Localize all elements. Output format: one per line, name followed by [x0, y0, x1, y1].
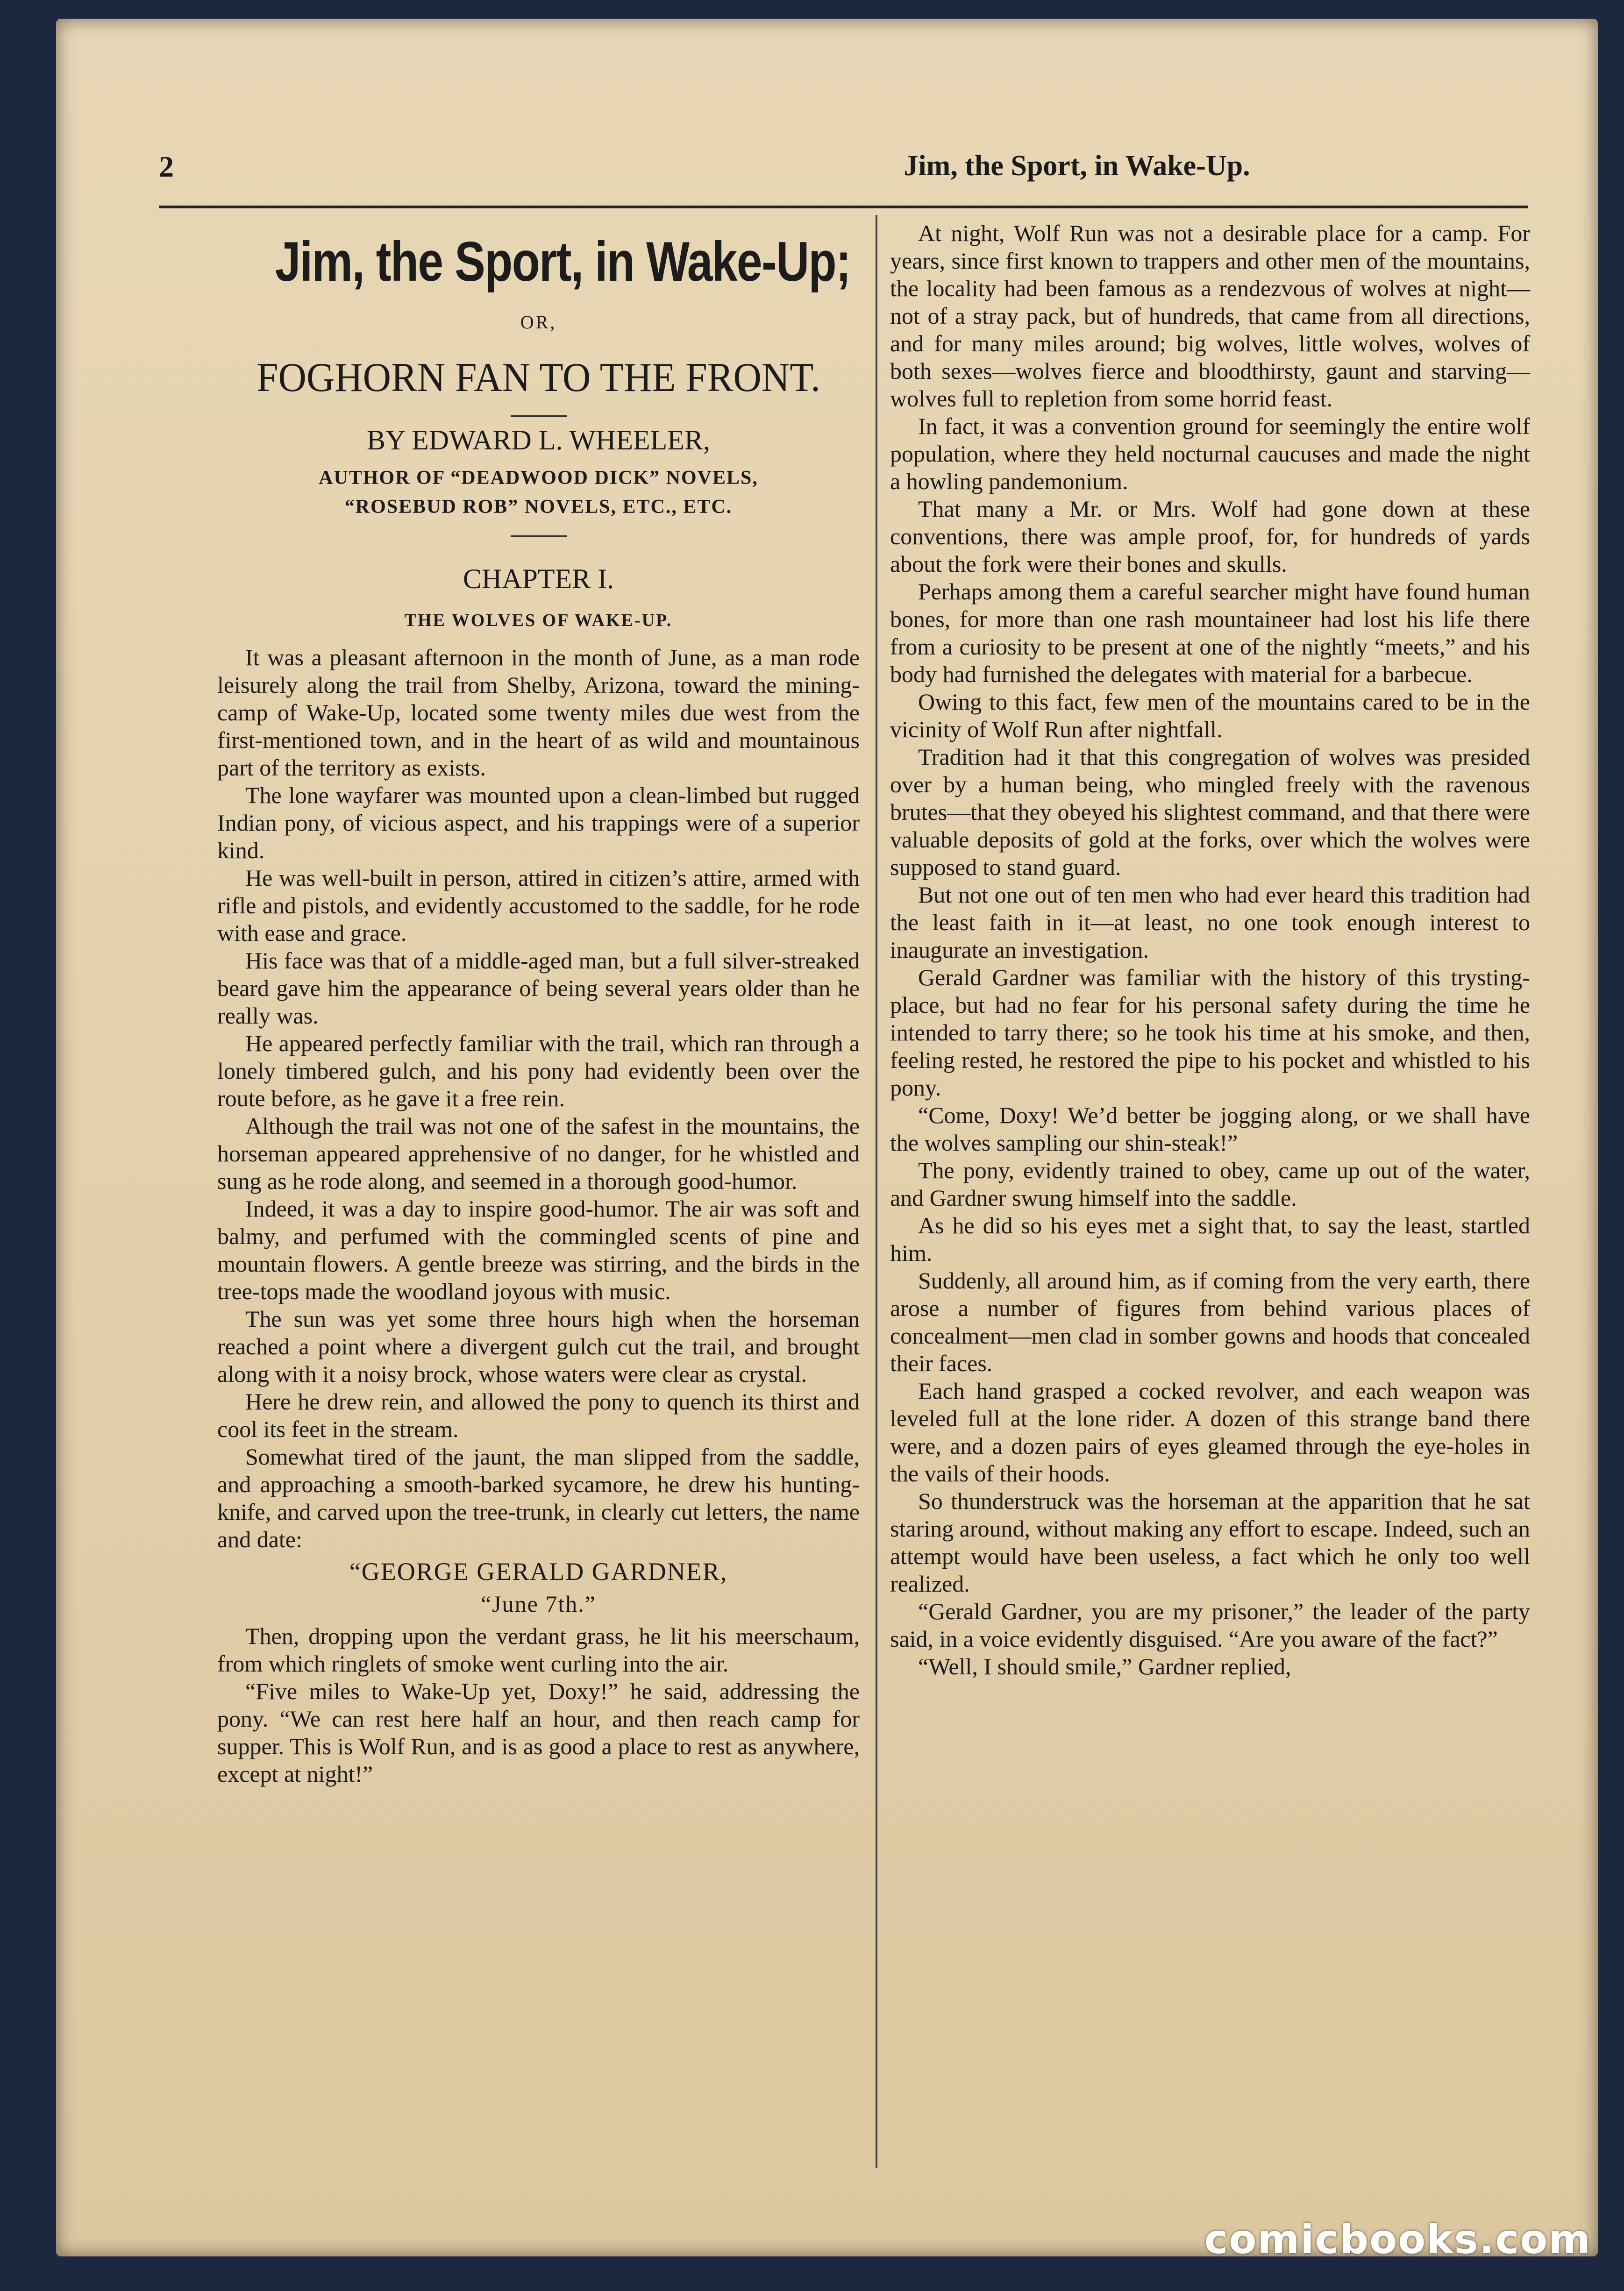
paragraph: Indeed, it was a day to inspire good-humor. The air was soft and balmy, and perfumed with the commingled scents of pine and mountain flowers. A gentle breeze was stirring, and the birds in the tree-tops made the woodland joyous with music.	[217, 1195, 860, 1304]
paragraph: In fact, it was a convention ground for seemingly the entire wolf population, where they held nocturnal caucuses and made the night a howling pandemonium.	[890, 413, 1530, 494]
paragraph: So thunderstruck was the horseman at the apparition that he sat staring around, without making any effort to escape. Indeed, such an attempt would have been useless, a fact which he only too well realized.	[890, 1488, 1530, 1597]
title-rule	[511, 415, 567, 417]
paragraph: But not one out of ten men who had ever heard this tradition had the least faith in it—at least, no one took enough interest to inaugurate an investigation.	[890, 882, 1530, 963]
paragraph: Owing to this fact, few men of the mountains cared to be in the vicinity of Wolf Run after nightfall.	[890, 689, 1530, 742]
right-column	[890, 220, 1530, 1680]
header-rule	[159, 206, 1528, 208]
paragraph: The pony, evidently trained to obey, came up out of the water, and Gardner swung himself into the saddle.	[890, 1157, 1530, 1211]
paragraph: The sun was yet some three hours high when the horseman reached a point where a divergent gulch cut the trail, and brought along with it a noisy brock, whose waters were clear as crystal.	[217, 1306, 860, 1387]
byline: BY EDWARD L. WHEELER,	[367, 425, 710, 455]
running-title: Jim, the Sport, in Wake-Up.	[904, 150, 1250, 182]
paragraph: Here he drew rein, and allowed the pony to quench its thirst and cool its feet in the stream.	[217, 1388, 860, 1442]
byline-rule	[511, 535, 567, 537]
paragraph: “Well, I should smile,” Gardner replied,	[918, 1653, 1291, 1679]
paragraph: It was a pleasant afternoon in the month of June, as a man rode leisurely along the trail from Shelby, Arizona, toward the mining-camp of Wake-Up, located some twenty miles due west from the first-mentioned town, and in the heart of as wild and mountainous part of the territory as exists.	[217, 644, 860, 781]
paragraph: He was well-built in person, attired in citizen’s attire, armed with rifle and pistols, and evidently accustomed to the saddle, for he rode with ease and grace.	[217, 865, 860, 946]
paragraph: “Five miles to Wake-Up yet, Doxy!” he said, addressing the pony. “We can rest here half an hour, and then reach camp for supper. This is Wolf Run, and is as good a place to rest as anywhere, except at night!”	[217, 1678, 860, 1787]
author-line-2: “ROSEBUD ROB” NOVELS, ETC., ETC.	[344, 496, 733, 518]
paragraph: “Gerald Gardner, you are my prisoner,” the leader of the party said, in a voice evidently disguised. “Are you aware of the fact?”	[890, 1598, 1530, 1652]
paragraph: The lone wayfarer was mounted upon a clean-limbed but rugged Indian pony, of vicious aspect, and his trappings were of a superior kind.	[217, 782, 860, 863]
watermark: comicbooks.com	[1204, 2216, 1591, 2263]
paragraph: Suddenly, all around him, as if coming from the very earth, there arose a number of figures from behind various places of concealment—men clad in somber gowns and hoods that concealed their faces.	[890, 1267, 1530, 1376]
column-rule	[876, 215, 877, 2168]
paragraph: Then, dropping upon the verdant grass, he lit his meerschaum, from which ringlets of smoke went curling into the air.	[217, 1623, 860, 1677]
story-subtitle: FOGHORN FAN TO THE FRONT.	[256, 355, 820, 400]
paragraph: “Come, Doxy! We’d better be jogging along, or we shall have the wolves sampling our shin-steak!”	[890, 1102, 1530, 1156]
paragraph: At night, Wolf Run was not a desirable place for a camp. For years, since first known to trappers and other men of the mountains, the locality had been famous as a rendezvous of wolves at night—not of a stray pack, but of hundreds, that came from all directions, and for many miles around; big wolves, little wolves, wolves of both sexes—wolves fierce and bloodthirsty, gaunt and starving—wolves full to repletion from some horrid feast.	[890, 220, 1530, 412]
paragraph: As he did so his eyes met a sight that, to say the least, startled him.	[890, 1212, 1530, 1266]
paragraph: Somewhat tired of the jaunt, the man slipped from the saddle, and approaching a smooth-barked sycamore, he drew his hunting-knife, and carved upon the tree-trunk, in clearly cut letters, the name and date:	[217, 1444, 860, 1552]
left-column	[217, 220, 860, 1788]
page-number: 2	[159, 150, 174, 183]
author-note	[217, 463, 860, 521]
carved-name: “GEORGE GERALD GARDNER,	[349, 1558, 728, 1586]
paragraph: Each hand grasped a cocked revolver, and each weapon was leveled full at the lone rider. A dozen of this strange band there were, and a dozen pairs of eyes gleamed through the eye-holes in the vails of their hoods.	[890, 1378, 1530, 1487]
paragraph: Tradition had it that this congregation of wolves was presided over by a human being, who mingled freely with the ravenous brutes—that they obeyed his slightest command, and that there were valuable deposits of gold at the forks, over which the wolves were supposed to stand guard.	[890, 744, 1530, 880]
page-header	[159, 149, 1528, 196]
carved-date: “June 7th.”	[481, 1591, 596, 1617]
author-line-1: AUTHOR OF “DEADWOOD DICK” NOVELS,	[319, 467, 758, 489]
paragraph: Although the trail was not one of the safest in the mountains, the horseman appeared apprehensive of no danger, for he whistled and sung as he rode along, and seemed in a thorough good-humor.	[217, 1113, 860, 1194]
chapter-title: THE WOLVES OF WAKE-UP.	[404, 611, 673, 630]
paragraph: Perhaps among them a careful searcher might have found human bones, for more than one rash mountaineer had lost his life there from a curiosity to be present at one of the nightly “meets,” and his body had furnished the delegates with material for a barbecue.	[890, 578, 1530, 687]
paragraph: His face was that of a middle-aged man, but a full silver-streaked beard gave him the appearance of being several years older than he really was.	[217, 947, 860, 1029]
story-title: Jim, the Sport, in Wake-Up;	[275, 230, 851, 293]
chapter-heading: CHAPTER I.	[463, 563, 614, 594]
paragraph: He appeared perfectly familiar with the trail, which ran through a lonely timbered gulch, and his pony had evidently been over the route before, as he gave it a free rein.	[217, 1030, 860, 1111]
story-or: OR,	[520, 312, 557, 333]
paragraph: That many a Mr. or Mrs. Wolf had gone down at these conventions, there was ample proof, for, for hundreds of yards about the fork were their bones and skulls.	[890, 496, 1530, 577]
paragraph: Gerald Gardner was familiar with the history of this trysting-place, but had no fear for his personal safety during the time he intended to tarry there; so he took his time at his smoke, and then, feeling rested, he restored the pipe to his pocket and whistled to his pony.	[890, 964, 1530, 1101]
